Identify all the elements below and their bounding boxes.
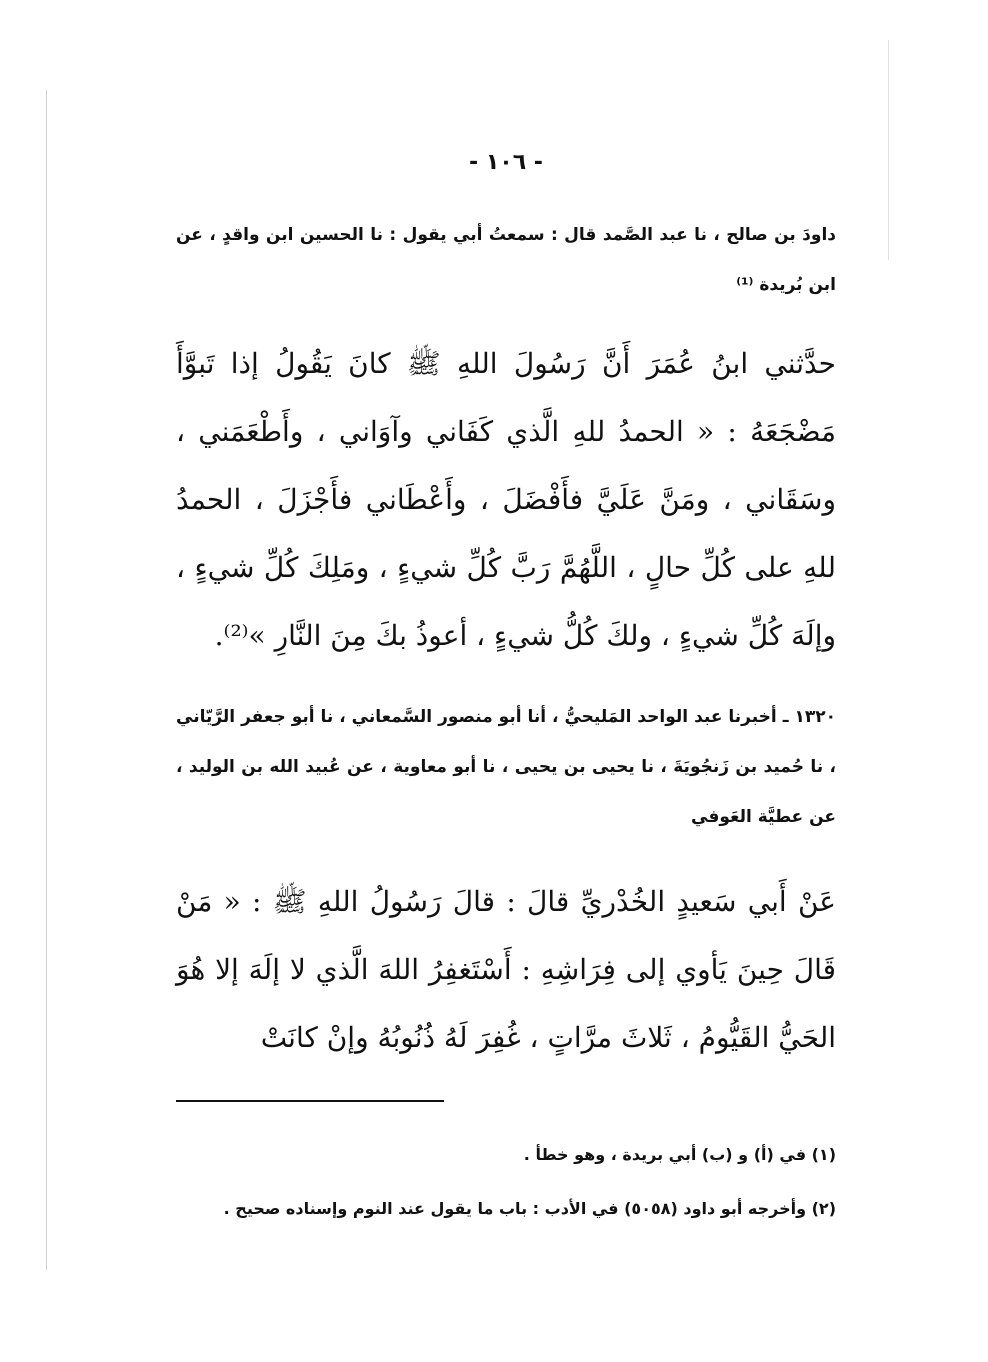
footnote-separator (176, 1100, 444, 1102)
isnad-paragraph: داودَ بن صالح ، نا عبد الصَّمد قال : سمعتُ أبي يقول : نا الحسين ابن واقدٍ ، عن ابن بُريدة ⁽¹⁾ (176, 225, 836, 295)
scan-edge-line (46, 90, 47, 1270)
hadith-text: حدَّثني ابنُ عُمَرَ أَنَّ رَسُولَ اللهِ ﷺ كانَ يَقُولُ إذا تَبوَّأَ مَضْجَعَهُ : « الحمدُ للهِ الَّذي كَفَاني وآوَاني ، وأَطْعَمَني ، وسَقَاني ، ومَنَّ عَلَيَّ فأَفْضَلَ ، وأَعْطَاني فأَجْزَلَ ، الحمدُ للهِ على كُلِّ حالٍ ، اللَّهُمَّ رَبَّ كُلِّ شيءٍ ، ومَلِكَ كُلِّ شيءٍ ، وإلَهَ كُلِّ شيءٍ ، ولكَ كُلُّ شيءٍ ، أعوذُ بكَ مِنَ النَّارِ »⁽²⁾. (176, 347, 836, 652)
hadith-text: عَنْ أَبي سَعيدٍ الخُدْريِّ قالَ : قالَ رَسُولُ اللهِ ﷺ : « مَنْ قَالَ حِينَ يَأوي إلى فِرَاشِهِ : أَسْتَغفِرُ اللهَ الَّذي لا إلَهَ إلا هُوَ الحَيُّ القَيُّومُ ، ثَلاثَ مرَّاتٍ ، غُفِرَ لَهُ ذُنُوبُهُ وإنْ كانَتْ (176, 885, 836, 1054)
footnote: (١) في (أ) و (ب) أبي بريدة ، وهو خطأ . (523, 1145, 836, 1164)
footnote: (٢) وأخرجه أبو داود (٥٠٥٨) في الأدب : باب ما يقول عند النوم وإسناده صحيح . (223, 1199, 836, 1218)
scan-edge-line (888, 40, 889, 260)
isnad-paragraph: ١٣٢٠ ـ أخبرنا عبد الواحد المَليحيُّ ، أنا أبو منصور السَّمعاني ، نا أبو جعفر الرَّيّاني ، نا حُميد بن زَنجُويَةَ ، نا يحيى بن يحيى ، نا أبو معاوية ، عن عُبيد الله بن الوليد ، عن عطيَّة العَوفي (176, 707, 836, 827)
page-number: - ١٠٦ - (469, 150, 543, 175)
